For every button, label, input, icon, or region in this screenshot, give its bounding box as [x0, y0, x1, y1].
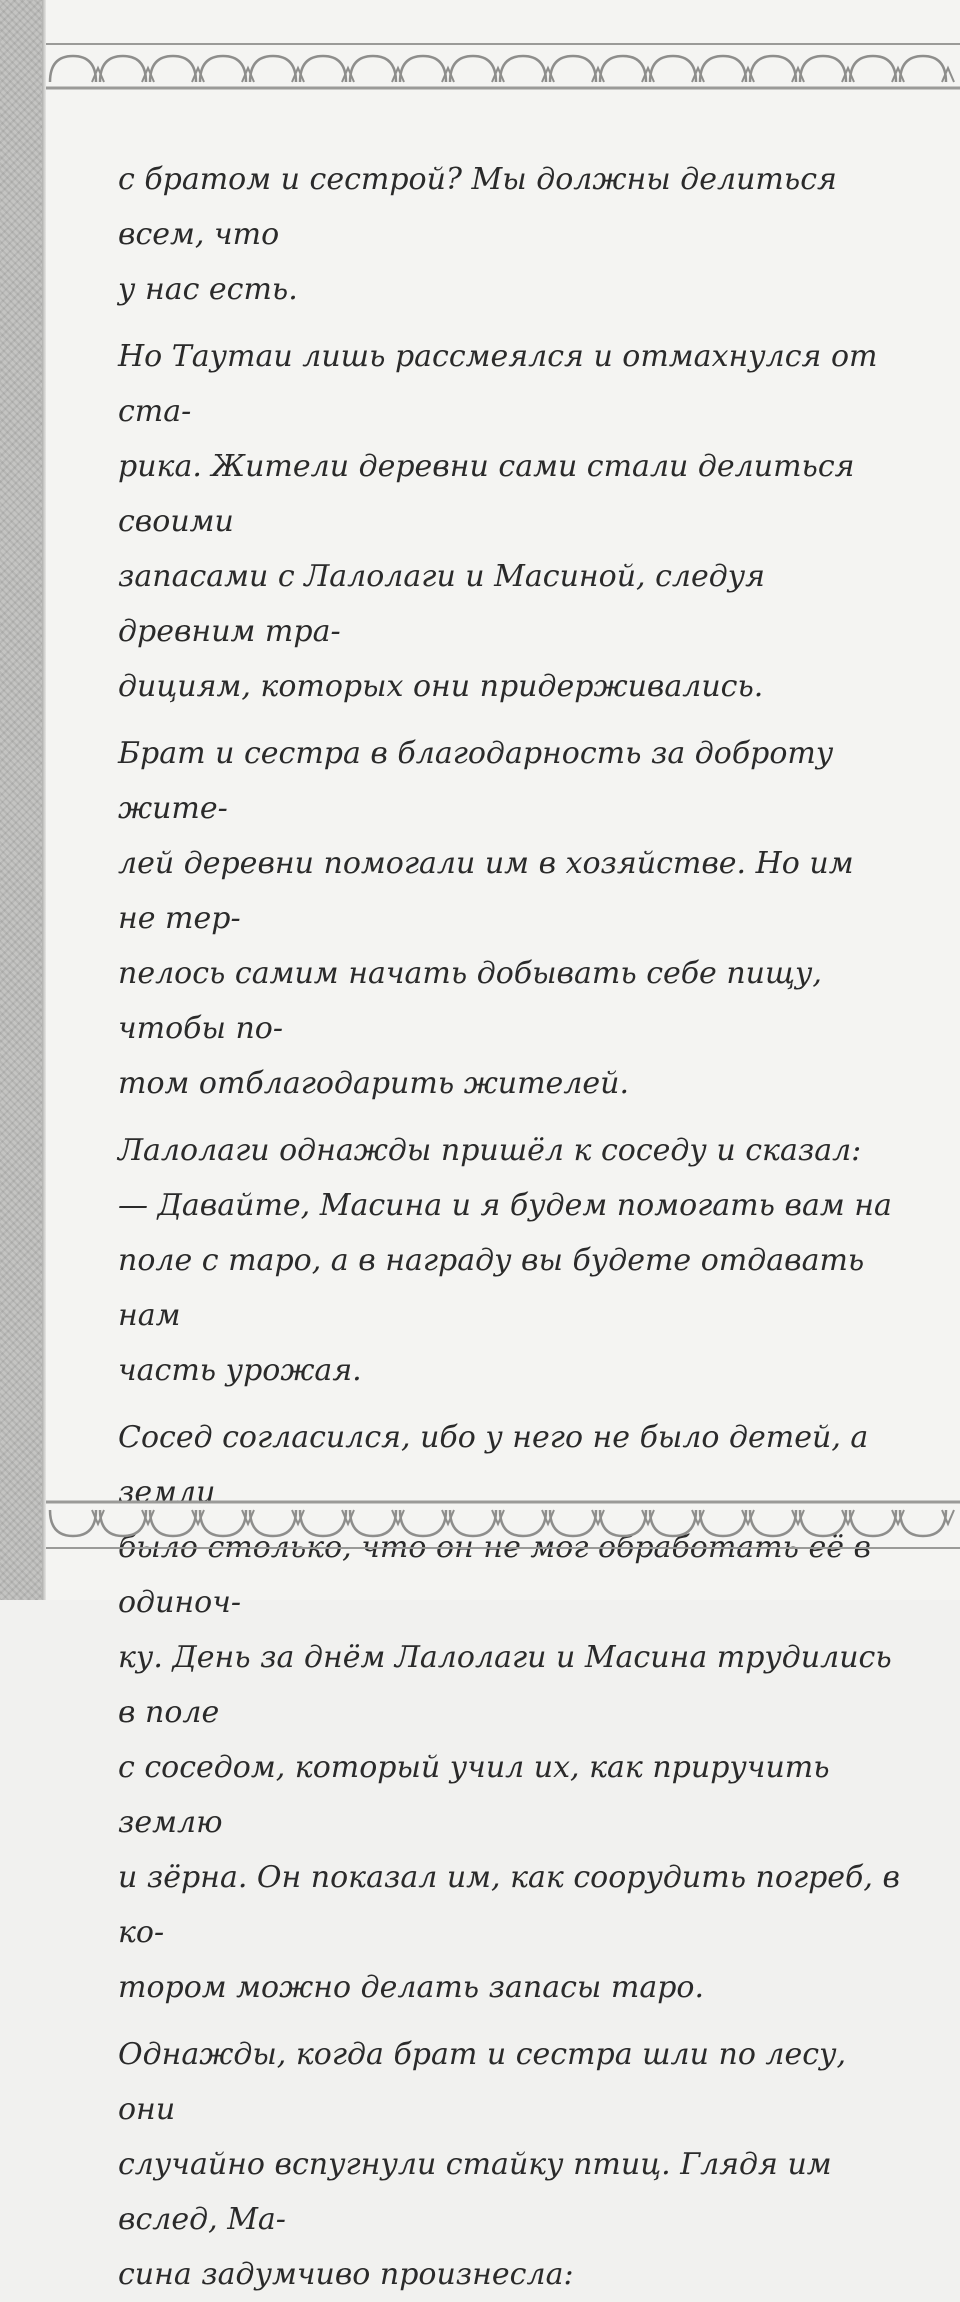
top-ornament-border [46, 38, 960, 96]
book-spine [0, 0, 46, 1600]
paragraph-5: — Давайте, Масина и я будем помогать вам на поле с таро, а в награду вы будете отдавать нам часть урожая. [118, 1188, 892, 1388]
scallop-ornament [46, 38, 960, 96]
paragraph-4: Лалолаги однажды пришёл к соседу и сказал: [118, 1133, 862, 1168]
paragraph-2: Но Таутаи лишь рассмеялся и отмахнулся от ста- рика. Жители деревни сами стали делиться своими запасами с Лалолаги и Масиной, следуя древним тра- дициям, которых они придерживались. [118, 339, 878, 704]
paragraph-7: Однажды, когда брат и сестра шли по лесу, они случайно вспугнули стайку птиц. Глядя им вслед, Ма- сина задумчиво произнесла: [118, 2037, 847, 2292]
paragraph-3: Брат и сестра в благодарность за доброту жите- лей деревни помогали им в хозяйстве. Но им не тер- пелось самим начать добывать себе пищу, чтобы по- том отблагодарить жителей. [118, 736, 854, 1101]
paragraph-1: с братом и сестрой? Мы должны делиться всем, что у нас есть. [118, 162, 837, 307]
scallop-ornament [46, 1496, 960, 1554]
paragraph-6: Сосед согласился, ибо у него не было детей, а земли было столько, что он не мог обработать её в одиноч- ку. День за днём Лалолаги и Масина трудились в поле с соседом, который учил их, как приручить землю и зёрна. Он показал им, как соорудить погреб, в ко- тором можно делать запасы таро. [118, 1420, 900, 2005]
bottom-ornament-border [46, 1496, 960, 1554]
body-text [118, 152, 900, 2302]
